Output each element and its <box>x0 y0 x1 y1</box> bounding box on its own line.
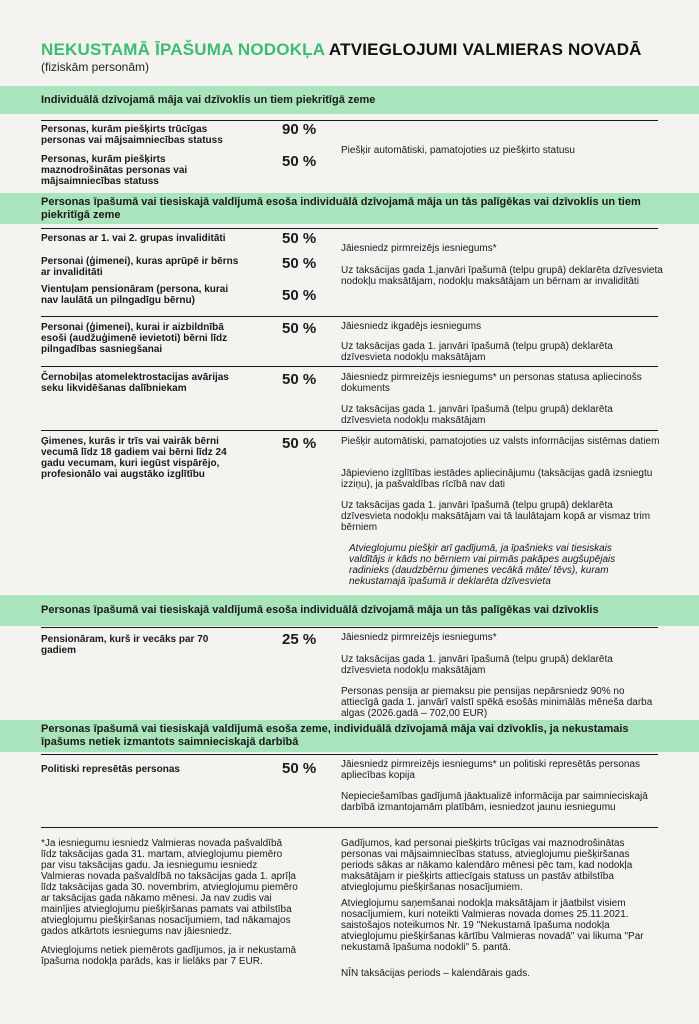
row-percent: 25 % <box>282 631 317 648</box>
row-percent: 50 % <box>282 255 317 272</box>
row-note: Jāpievieno izglītības iestādes apliecinājumu (taksācijas gadā izsniegtu izziņu), ja pašvaldības rīcībā nav dati <box>341 468 653 490</box>
row-note: Jāiesniedz pirmreizējs iesniegums* un personas statusa apliecinošs dokuments <box>341 372 642 394</box>
row-percent: 50 % <box>282 153 317 170</box>
divider <box>41 120 658 121</box>
row-note: Uz taksācijas gada 1.janvāri īpašumā (telpu grupā) deklarēta dzīvesvieta nodokļu maksātājam, nodokļu maksātājam un bērnam ar invaliditāti <box>341 265 663 287</box>
row-percent: 50 % <box>282 230 317 247</box>
footnote: *Ja iesniegumu iesniedz Valmieras novada pašvaldībā līdz taksācijas gada 31. martam, atvieglojumu piemēro par visu taksācijas gadu. Ja iesniegumu iesniedz Valmieras novada pašvaldībā no taksācijas gada 1. aprīļa līdz taksācijas gada 30. novembrim, atvieglojumu piemēro ar taksācijas gada nākamo mēnesi. Ja nav zudis vai mainījies atvieglojumu piešķiršanas pamats vai atbilstība atvieglojumu piešķiršanas nosacījumiem, tad nākamajos gados atkārtots iesniegums nav jāiesniedz. <box>41 838 298 937</box>
section-heading: Individuālā dzīvojamā māja vai dzīvoklis un tiem piekritīgā zeme <box>0 86 699 114</box>
row-percent: 50 % <box>282 320 317 337</box>
title-black: ATVIEGLOJUMI VALMIERAS NOVADĀ <box>328 40 642 59</box>
row-label: Personas, kurām piešķirts trūcīgas personas vai mājsaimniecības statuss <box>41 124 223 146</box>
row-label: Politiski represētās personas <box>41 764 180 775</box>
row-label: Vientuļam pensionāram (persona, kurai nav laulātā un pilngadīgu bērnu) <box>41 284 229 306</box>
row-note: Uz taksācijas gada 1. janvāri īpašumā (telpu grupā) deklarēta dzīvesvieta nodokļu maksātājam <box>341 404 613 426</box>
row-note: Nepieciešamības gadījumā jāaktualizē informācija par saimnieciskajā darbībā izmantojamām platībām, iesniedzot jaunu iesniegumu <box>341 791 648 813</box>
page-title <box>41 40 642 60</box>
divider <box>41 366 658 367</box>
section-heading: Personas īpašumā vai tiesiskajā valdījumā esoša individuālā dzīvojamā māja un tās palīgēkas vai dzīvoklis <box>0 595 699 626</box>
row-note: Piešķir automātiski, pamatojoties uz piešķirto statusu <box>341 145 575 156</box>
divider <box>41 430 658 431</box>
row-percent: 50 % <box>282 371 317 388</box>
row-percent: 50 % <box>282 287 317 304</box>
row-label: Personai (ģimenei), kuras aprūpē ir bērns ar invaliditāti <box>41 256 239 278</box>
divider <box>41 627 658 628</box>
footnote: Gadījumos, kad personai piešķirts trūcīgas vai maznodrošinātas personas vai mājsaimniecības statuss, atvieglojumu piešķiršanas periods sākas ar nākamo kalendāro mēnesi pēc tam, kad nodokļa maksātājam ir piešķirts attiecīgais statuss un pastāv atbilstība atvieglojumu piešķiršanas nosacījumiem. <box>341 838 633 893</box>
row-label: Personai (ģimenei), kurai ir aizbildnībā esoši (audžuģimenē ievietoti) bērni līdz pilngadības sasniegšanai <box>41 322 228 355</box>
row-note: Uz taksācijas gada 1. janvāri īpašumā (telpu grupā) deklarēta dzīvesvieta nodokļu maksātājam <box>341 654 613 676</box>
divider <box>41 827 658 828</box>
row-note: Jāiesniedz pirmreizējs iesniegums* un politiski represētās personas apliecības kopija <box>341 759 641 781</box>
row-label: Ģimenes, kurās ir trīs vai vairāk bērni vecumā līdz 18 gadiem vai bērni līdz 24 gadu vecumam, kuri iegūst vispārējo, profesionālo vai augstāko izglītību <box>41 436 227 480</box>
row-label: Pensionāram, kurš ir vecāks par 70 gadiem <box>41 634 209 656</box>
row-note: Uz taksācijas gada 1. janvāri īpašumā (telpu grupā) deklarēta dzīvesvieta nodokļu maksātājam <box>341 341 613 363</box>
divider <box>41 228 658 229</box>
row-note: Jāiesniedz pirmreizējs iesniegums* <box>341 632 497 643</box>
page-subtitle: (fiziskām personām) <box>41 60 150 74</box>
title-green: NEKUSTAMĀ ĪPAŠUMA NODOKĻA <box>41 40 325 59</box>
divider <box>41 754 658 755</box>
row-percent: 90 % <box>282 121 317 138</box>
row-label: Černobiļas atomelektrostacijas avārijas seku likvidēšanas dalībniekam <box>41 372 229 394</box>
footnote: NĪN taksācijas periods – kalendārais gads. <box>341 968 530 979</box>
row-note: Uz taksācijas gada 1. janvāri īpašumā (telpu grupā) deklarēta dzīvesvieta nodokļu maksātājam vai tā laulātajam kopā ar vismaz trim bērniem <box>341 500 651 533</box>
row-note-italic: Atvieglojumu piešķir arī gadījumā, ja īpašnieks vai tiesiskais valdītājs ir kāds no bērniem vai pirmās pakāpes augšupējais radinieks (daudzbērnu ģimenes vecākā māte/ tēvs), kuram nekustamajā īpašumā ir deklarēta dzīvesvieta <box>349 543 616 587</box>
row-note: Personas pensija ar piemaksu pie pensijas nepārsniedz 90% no attiecīgā gada 1. janvārī valstī spēkā esošās minimālās mēneša darba algas (2026.gadā – 702,00 EUR) <box>341 686 653 719</box>
row-note: Jāiesniedz ikgadējs iesniegums <box>341 321 482 332</box>
row-percent: 50 % <box>282 760 317 777</box>
divider <box>41 316 658 317</box>
section-heading: Personas īpašumā vai tiesiskajā valdījumā esoša zeme, individuālā dzīvojamā māja vai dzīvoklis, ja nekustamais īpašums netiek izmantots saimnieciskajā darbībā <box>0 720 699 752</box>
footnote: Atvieglojums netiek piemērots gadījumos, ja ir nekustamā īpašuma nodokļa parāds, kas ir lielāks par 7 EUR. <box>41 945 297 967</box>
row-percent: 50 % <box>282 435 317 452</box>
row-label: Personas, kurām piešķirts maznodrošinātas personas vai mājsaimniecības statuss <box>41 154 188 187</box>
row-label: Personas ar 1. vai 2. grupas invaliditāti <box>41 233 226 244</box>
section-heading: Personas īpašumā vai tiesiskajā valdījumā esoša individuālā dzīvojamā māja un tās palīgēkas vai dzīvoklis un tiem piekritīgā zeme <box>0 193 699 224</box>
row-note: Piešķir automātiski, pamatojoties uz valsts informācijas sistēmas datiem <box>341 436 660 447</box>
row-note: Jāiesniedz pirmreizējs iesniegums* <box>341 243 497 254</box>
footnote: Atvieglojumu saņemšanai nodokļa maksātājam ir jāatbilst visiem nosacījumiem, kuri noteikti Valmieras novada domes 25.11.2021. saistošajos noteikumos Nr. 19 "Nekustamā īpašuma nodokļa atvieglojumu piešķiršanas kārtību Valmieras novadā" vai likuma "Par nekustamā īpašuma nodokli" 5. pantā. <box>341 898 644 953</box>
